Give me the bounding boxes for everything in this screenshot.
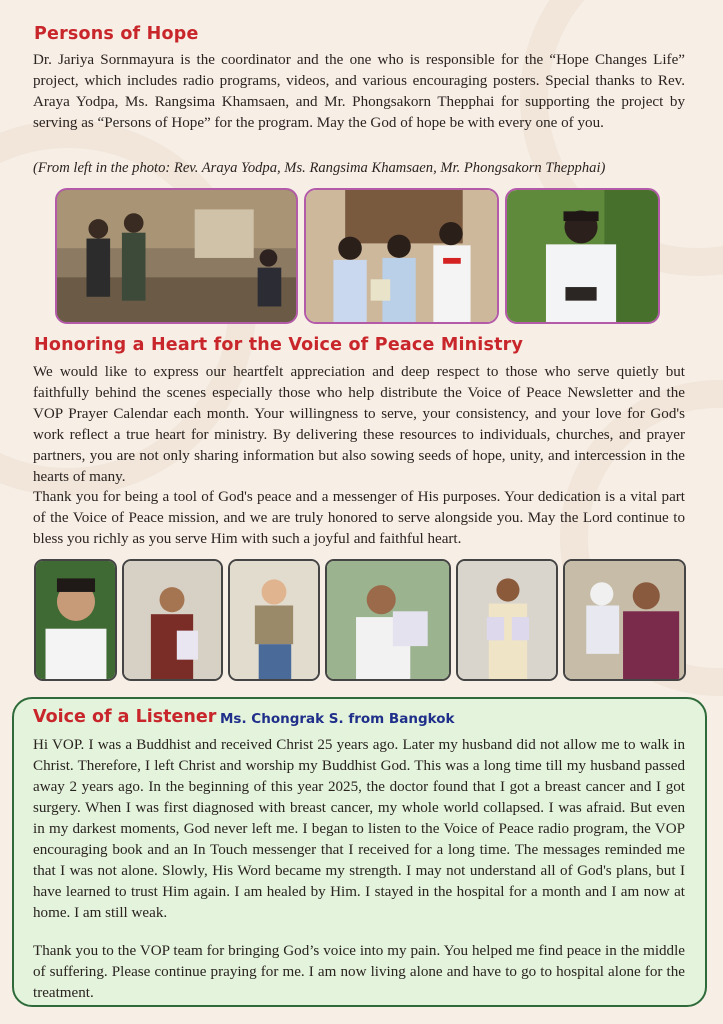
honoring-paragraph-2: Thank you for being a tool of God's peace and a messenger of His purposes. Your dedication is a vital part of the Voice of Peace mission, and we are truly honored to serve alongside you. May the Lord continue to bless you richly as you serve Him with such a joyful and faithful heart. (33, 489, 685, 547)
persons-of-hope-heading: Persons of Hope (34, 24, 199, 44)
honoring-heading: Honoring a Heart for the Voice of Peace Ministry (34, 335, 524, 355)
photo-volunteer-2 (122, 559, 223, 681)
honoring-paragraph-1: We would like to express our heartfelt appreciation and deep respect to those who serve quietly but faithfully behind the scenes especially those who help distribute the Voice of Peace Newsletter and the VOP Prayer Calendar each month. Your willingness to serve, your consistency, and your love for God's work reflect a true heart for ministry. By delivering these resources to individuals, churches, and prayer partners, you are not only sharing information but also sowing seeds of hope, unity, and intercession in the hearts of many. (33, 364, 685, 485)
persons-of-hope-paragraph: Dr. Jariya Sornmayura is the coordinator and the one who is responsible for the “Hope Changes Life” project, which includes radio programs, videos, and various encouraging posters. Special thanks to Rev. Araya Yodpa, Ms. Rangsima Khamsaen, and Mr. Phongsakorn Thepphai for supporting the project by serving as “Persons of Hope” for the program. May the God of hope be with every one of you. (33, 52, 685, 131)
listener-heading: Voice of a Listener (33, 707, 217, 727)
listener-paragraph-1: Hi VOP. I was a Buddhist and received Christ 25 years ago. Later my husband did not allow me to walk in Christ. Therefore, I left Christ and worship my Buddhist God. This was a long time till my husband passed away 2 years ago. In the beginning of this year 2025, the doctor found that I got a breast cancer and I got surgery. When I was first diagnosed with breast cancer, my whole world collapsed. I was afraid. But even in my darkest moments, God never left me. I began to listen to the Voice of Peace radio program, the VOP encouraging book and an In Touch messenger that I received for a long time. The messages reminded me that I was not alone. Slowly, His Word became my strength. I may not understand all of God's plans, but I have learned to trust Him again. I am healed by Him. I stayed in the hospital for a month and I am now at home. I am still weak. (33, 737, 685, 921)
photo-volunteer-4 (325, 559, 451, 681)
photo-three-people (304, 188, 499, 324)
photo-radio-recording (55, 188, 298, 324)
photo-volunteer-1 (34, 559, 117, 681)
listener-paragraph-2: Thank you to the VOP team for bringing God’s voice into my pain. You helped me find peace in the middle of suffering. Please continue praying for me. I am now living alone and have to go to hospital alone for the treatment. (33, 943, 685, 1001)
listener-subheading: Ms. Chongrak S. from Bangkok (220, 711, 455, 727)
photo-volunteer-3 (228, 559, 320, 681)
photo-volunteer-6 (563, 559, 686, 681)
photo-caption: (From left in the photo: Rev. Araya Yodpa, Ms. Rangsima Khamsaen, Mr. Phongsakorn Thepphai) (33, 160, 606, 176)
photo-man-with-book (505, 188, 660, 324)
photo-volunteer-5 (456, 559, 558, 681)
